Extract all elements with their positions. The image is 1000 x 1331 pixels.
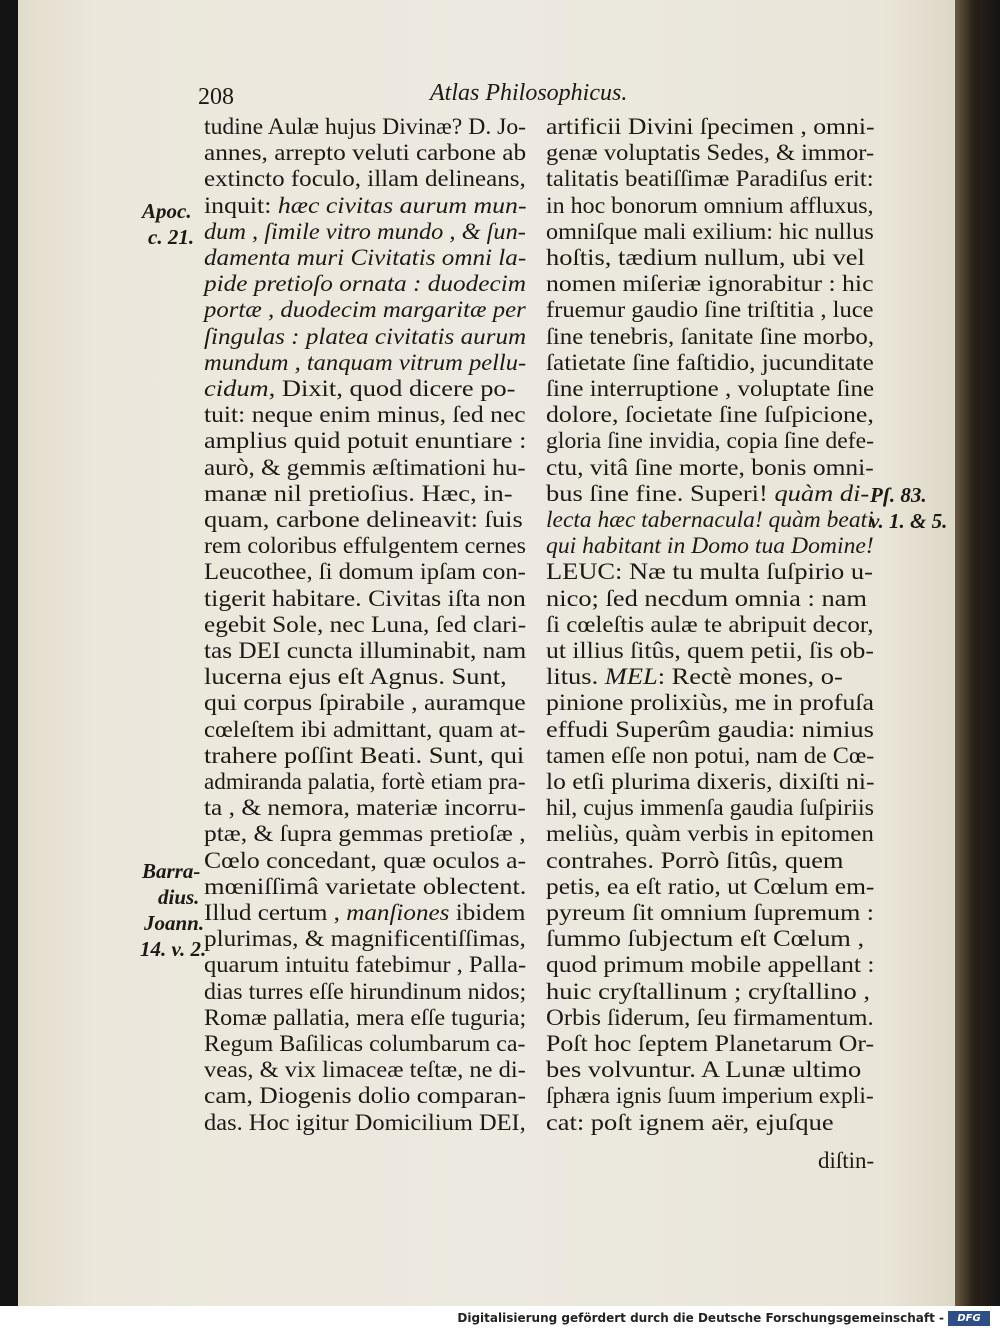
right-text-line — [546, 664, 843, 690]
right-text-line-segment: MEL — [604, 664, 658, 690]
running-title: Atlas Philosophicus. — [430, 80, 628, 106]
left-text-line — [204, 1057, 526, 1083]
left-text-line — [204, 324, 526, 350]
left-text-line — [204, 979, 526, 1005]
left-text-line — [204, 848, 526, 874]
right-text-line — [546, 533, 874, 559]
right-text-line — [546, 481, 869, 507]
digitization-footer — [0, 1306, 1000, 1331]
right-text-line — [546, 769, 874, 795]
left-text-line-segment: ibidem — [449, 900, 526, 925]
left-text-line-segment: portæ , duodecim margaritæ per — [204, 297, 526, 323]
left-text-line-segment: tudine Aulæ hujus Divinæ? D. Jo- — [204, 114, 527, 139]
left-text-line — [204, 533, 526, 559]
right-text-line-segment: ſatietate ſine faſtidio, jucunditate — [546, 349, 874, 375]
right-text-line-segment: quàm di- — [774, 480, 870, 506]
right-text-line — [546, 219, 874, 245]
right-text-line — [546, 821, 874, 847]
right-text-line-segment: artificii Divini ſpecimen , omni- — [546, 114, 875, 139]
left-text-line-segment: Leucothee, ſi domum ipſam con- — [204, 559, 526, 585]
left-text-line — [204, 1110, 526, 1136]
left-text-line — [204, 586, 526, 612]
left-text-line — [204, 507, 523, 533]
left-text-line-segment: Regum Baſilicas columbarum ca- — [204, 1031, 526, 1056]
left-text-line-segment: inquit: — [204, 192, 278, 218]
right-text-line-segment: ſphæra ignis ſuum imperium expli- — [546, 1083, 874, 1109]
left-text-line — [204, 612, 526, 638]
catchword: diſtin- — [818, 1148, 875, 1173]
right-text-line — [546, 638, 874, 664]
left-text-line-segment: trahere poſſint Beati. Sunt, qui — [204, 742, 525, 768]
right-text-line-segment: tamen eſſe non potui, nam de Cœ- — [546, 742, 875, 768]
right-text-line — [546, 743, 874, 769]
left-text-line — [204, 559, 526, 585]
left-text-line-segment: cidum, — [204, 376, 276, 401]
left-text-line — [204, 350, 526, 376]
right-text-line — [546, 612, 874, 638]
left-text-line-segment: das. Hoc igitur Domicilium DEI, — [204, 1109, 526, 1135]
left-text-line-segment: ta , & nemora, materiæ incorru- — [204, 795, 526, 821]
right-text-line — [546, 350, 874, 376]
right-text-line-segment: omniſque mali exilium: hic nullus — [546, 218, 874, 244]
right-text-line-segment: ſummo ſubjectum eſt Cœlum , — [546, 926, 865, 952]
left-text-line — [204, 1031, 525, 1057]
right-text-line-segment: qui habitant in Domo tua Domine! — [546, 533, 874, 559]
right-text-line — [546, 559, 873, 585]
left-text-line-segment: qui corpus ſpirabile , auramque — [204, 690, 526, 716]
left-text-line-segment: plurimas, & magnificentiſſimas, — [204, 926, 526, 952]
left-text-line — [204, 952, 526, 978]
right-text-line — [546, 114, 875, 140]
right-text-line — [546, 402, 874, 428]
right-text-line — [546, 1110, 834, 1136]
right-text-line-segment: : Rectè mones, o- — [657, 664, 843, 690]
left-text-line-segment: tas DEI cuncta illuminabit, nam — [204, 638, 527, 663]
left-text-line-segment: dum , ſimile vitro mundo , & ſun- — [204, 218, 526, 244]
right-text-line-segment: Orbis ſiderum, ſeu firmamentum. — [546, 1004, 874, 1030]
right-text-line — [546, 324, 874, 350]
right-text-line — [546, 297, 874, 323]
right-text-line-segment: dolore, ſocietate ſine ſuſpicione, — [546, 402, 874, 428]
right-text-line-segment: quod primum mobile appellant : — [546, 952, 875, 978]
left-text-line-segment: cam, Diogenis dolio comparan- — [204, 1083, 526, 1109]
left-text-line-segment: aurò, & gemmis æſtimationi hu- — [204, 454, 526, 480]
left-text-line — [204, 140, 526, 166]
right-text-line-segment: hil, cujus immenſa gaudia ſuſpiriis — [546, 795, 874, 821]
left-text-line-segment: mundum , tanquam vitrum pellu- — [204, 349, 527, 375]
right-text-line-segment: genæ voluptatis Sedes, & immor- — [546, 140, 875, 166]
left-text-line — [204, 455, 526, 481]
right-text-line — [546, 428, 874, 454]
left-text-line-segment: Dixit, quod dicere po- — [275, 376, 516, 401]
left-text-line — [204, 769, 526, 795]
book-binding-edge — [955, 0, 1000, 1306]
left-text-line — [204, 638, 526, 664]
right-text-line — [546, 455, 874, 481]
left-text-line-segment: veas, & vix limaceæ teſtæ, ne di- — [204, 1057, 526, 1083]
left-text-line-segment: damenta muri Civitatis omni la- — [204, 245, 527, 270]
right-text-line-segment: gloria ſine invidia, copia ſine defe- — [546, 428, 875, 454]
left-text-line — [204, 795, 526, 821]
margin-note-joann-ref: 14. v. 2. — [140, 937, 207, 961]
left-text-line — [204, 219, 526, 245]
right-text-line — [546, 690, 874, 716]
right-text-line — [546, 848, 844, 874]
left-text-line — [204, 900, 525, 926]
left-text-line — [204, 926, 526, 952]
right-text-line-segment: litus. — [546, 664, 605, 690]
right-text-line-segment: cat: poſt ignem aër, ejuſque — [546, 1109, 834, 1135]
left-text-line — [204, 690, 526, 716]
left-text-line — [204, 271, 526, 297]
left-text-line-segment: hæc civitas aurum mun- — [277, 192, 527, 218]
left-text-line-segment: Romæ pallatia, mera eſſe tuguria; — [204, 1004, 527, 1030]
left-text-line-segment: tuit: neque enim minus, ſed nec — [204, 402, 526, 428]
left-text-line-segment: manæ nil pretioſius. Hæc, in- — [204, 480, 513, 506]
right-text-line-segment: contrahes. Porrò ſitûs, quem — [546, 847, 844, 873]
right-text-line — [546, 926, 864, 952]
right-text-line — [546, 507, 874, 533]
margin-note-ps: Pſ. 83. — [870, 483, 927, 507]
margin-note-apoc: Apoc. — [142, 199, 192, 223]
page-number: 208 — [198, 84, 234, 110]
right-text-line — [546, 140, 874, 166]
right-text-line — [546, 271, 874, 297]
footer-credit: Digitalisierung gefördert durch die Deutsche Forschungsgemeinschaft - — [457, 1311, 944, 1325]
left-text-line-segment: dias turres eſſe hirundinum nidos; — [204, 978, 527, 1004]
left-text-line-segment: annes, arrepto veluti carbone ab — [204, 140, 527, 166]
left-text-line-segment: pide pretioſo ornata : duodecim — [204, 271, 526, 297]
right-text-line-segment: nomen miſeriæ ignorabitur : hic — [546, 271, 874, 297]
right-text-line — [546, 900, 874, 926]
left-text-line-segment: ptæ, & ſupra gemmas pretioſæ , — [204, 821, 526, 847]
left-text-line-segment: admiranda palatia, fortè etiam pra- — [204, 769, 526, 794]
left-text-line — [204, 428, 526, 454]
left-text-line — [204, 114, 526, 140]
right-text-line-segment: pyreum ſit omnium ſupremum : — [546, 900, 875, 925]
left-text-line-segment: Cœlo concedant, quæ oculos a- — [204, 847, 527, 873]
left-text-line — [204, 193, 527, 219]
left-text-line — [204, 245, 526, 271]
right-text-line-segment: meliùs, quàm verbis in epitomen — [546, 821, 874, 847]
right-text-line — [546, 952, 874, 978]
right-text-line-segment: ſi cœleſtis aulæ te abripuit decor, — [546, 611, 874, 637]
right-text-line — [546, 193, 874, 219]
right-text-line — [546, 874, 874, 900]
left-text-line — [204, 821, 526, 847]
right-text-line-segment: lo etſi plurima dixeris, dixiſti ni- — [546, 769, 875, 794]
margin-note-dius: dius. — [158, 885, 200, 909]
dfg-logo-icon: DFG — [948, 1311, 990, 1326]
right-text-line-segment: talitatis beatiſſimæ Paradiſus erit: — [546, 166, 874, 192]
right-text-line-segment: petis, ea eſt ratio, ut Cœlum em- — [546, 873, 875, 899]
right-text-line-segment: Poſt hoc ſeptem Planetarum Or- — [546, 1031, 875, 1056]
right-text-line — [546, 979, 870, 1005]
left-text-line — [204, 297, 526, 323]
left-text-line — [204, 376, 515, 402]
right-text-line-segment: bus ſine fine. Superi! — [546, 480, 775, 506]
right-text-line — [546, 1057, 861, 1083]
right-text-line — [546, 245, 865, 271]
left-text-line — [204, 874, 526, 900]
left-text-line — [204, 1083, 526, 1109]
left-text-line-segment: quarum intuitu fatebimur , Palla- — [204, 952, 527, 978]
left-text-line — [204, 1005, 526, 1031]
left-text-line-segment: lucerna ejus eſt Agnus. Sunt, — [204, 664, 507, 690]
right-text-line — [546, 795, 874, 821]
margin-note-joann: Joann. — [144, 911, 205, 935]
margin-note-apoc-ref: c. 21. — [148, 225, 195, 249]
left-text-line-segment: quam, carbone delineavit: ſuis — [204, 507, 523, 532]
left-text-line — [204, 743, 524, 769]
right-text-line-segment: ctu, vitâ ſine morte, bonis omni- — [546, 454, 874, 480]
left-text-line — [204, 166, 526, 192]
left-text-line-segment: mœniſſimâ varietate oblectent. — [204, 873, 527, 899]
right-text-line — [546, 376, 874, 402]
right-text-line-segment: LEUC: Næ tu multa ſuſpirio u- — [546, 559, 873, 585]
left-text-line — [204, 664, 507, 690]
right-text-line-segment: nico; ſed necdum omnia : nam — [546, 585, 867, 611]
right-text-line-segment: in hoc bonorum omnium affluxus, — [546, 192, 874, 218]
right-text-line — [546, 1083, 874, 1109]
right-text-line — [546, 1031, 874, 1057]
right-text-line — [546, 586, 867, 612]
right-text-line-segment: fruemur gaudio ſine triſtitia , luce — [546, 297, 874, 323]
left-text-line-segment: manſiones — [346, 900, 450, 925]
left-text-line-segment: extincto foculo, illam delineans, — [204, 166, 526, 192]
right-text-line-segment: pinione prolixiùs, me in profuſa — [546, 690, 874, 716]
left-text-line-segment: Illud certum , — [204, 900, 347, 925]
left-text-line — [204, 402, 526, 428]
right-text-line-segment: ſine tenebris, ſanitate ſine morbo, — [546, 323, 875, 349]
left-text-line-segment: tigerit habitare. Civitas iſta non — [204, 585, 526, 611]
right-text-line-segment: effudi Superûm gaudia: nimius — [546, 716, 874, 742]
right-text-line — [546, 166, 874, 192]
left-text-line-segment: egebit Sole, nec Luna, ſed clari- — [204, 611, 527, 637]
right-text-line-segment: hoſtis, tædium nullum, ubi vel — [546, 245, 865, 270]
right-text-line — [546, 1005, 874, 1031]
right-text-line-segment: bes volvuntur. A Lunæ ultimo — [546, 1057, 862, 1083]
right-text-line-segment: ſine interruptione , voluptate ſine — [546, 376, 875, 401]
left-text-line-segment: cœleſtem ibi admittant, quam at- — [204, 716, 526, 742]
margin-note-ps-ref: v. 1. & 5. — [870, 509, 948, 533]
right-text-line-segment: ut illius ſitûs, quem petii, ſis ob- — [546, 638, 874, 663]
left-text-line-segment: rem coloribus effulgentem cernes — [204, 533, 527, 559]
right-text-line-segment: lecta hæc tabernacula! quàm beati — [546, 507, 874, 532]
margin-note-barra: Barra- — [142, 859, 201, 883]
left-text-line — [204, 717, 526, 743]
left-text-line-segment: ſingulas : platea civitatis aurum — [204, 323, 527, 349]
right-text-line-segment: huic cryſtallinum ; cryſtallino , — [546, 978, 870, 1004]
left-text-line-segment: amplius quid potuit enuntiare : — [204, 428, 527, 454]
right-text-line — [546, 717, 874, 743]
left-text-line — [204, 481, 513, 507]
